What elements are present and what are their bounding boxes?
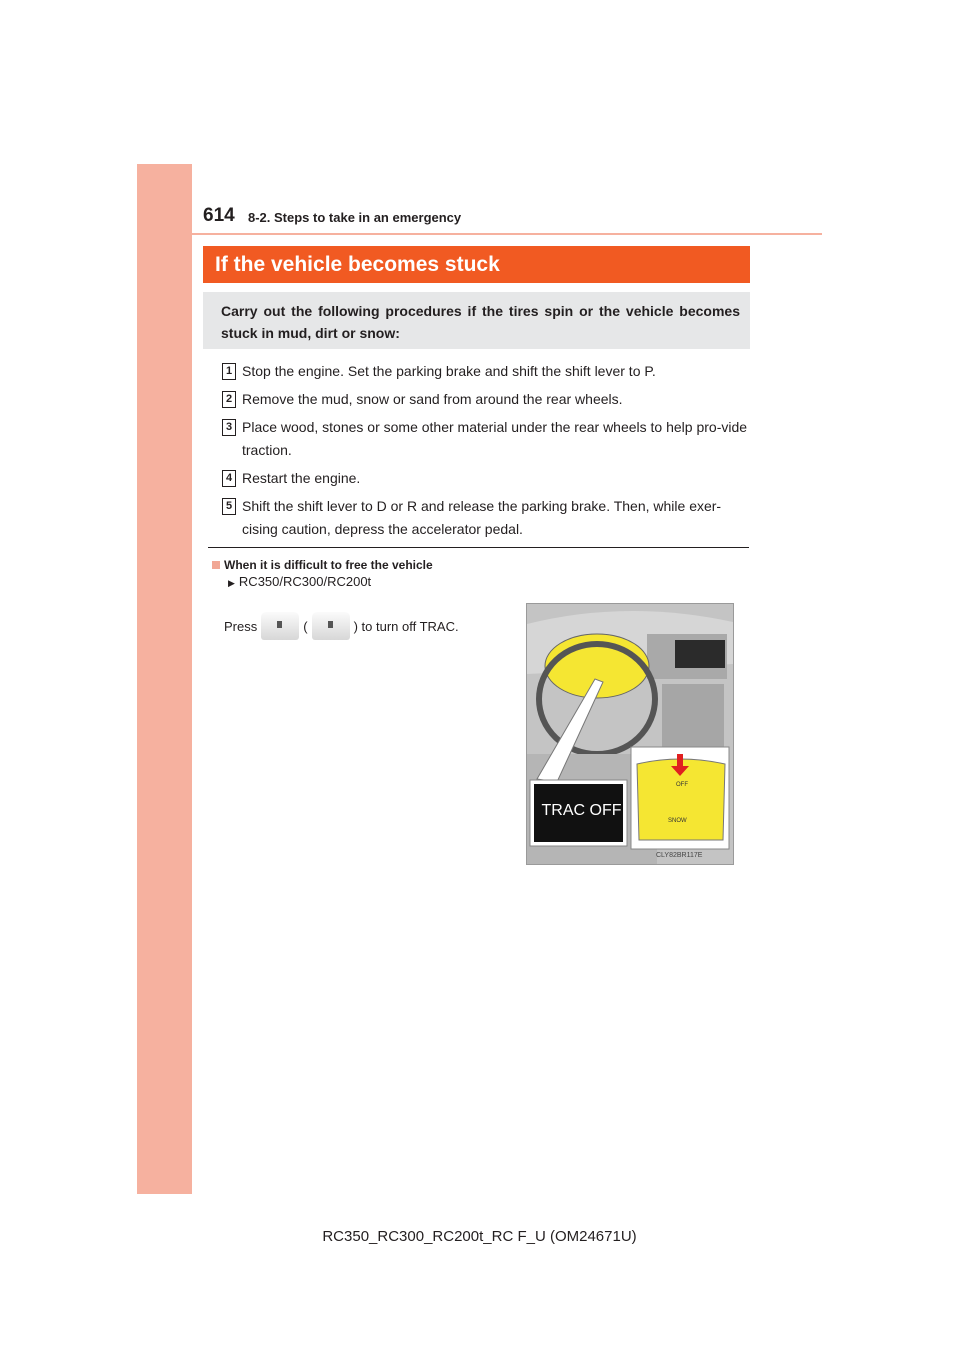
step-item	[222, 360, 748, 383]
step-item	[222, 495, 748, 541]
dashboard-drawing	[527, 604, 733, 864]
note-heading	[212, 558, 433, 572]
step-text: Place wood, stones or some other material under the rear wheels to help pro-vide traction.	[242, 419, 748, 458]
step-item	[222, 467, 748, 490]
press-instruction	[224, 612, 459, 640]
square-bullet-icon	[212, 561, 220, 569]
step-text: Shift the shift lever to D or R and release the parking brake. Then, while exer-cising caution, depress the accelerator pedal.	[242, 498, 722, 537]
figure-code: CLY82BR117E	[656, 852, 703, 859]
step-text: Restart the engine.	[242, 470, 361, 486]
dashboard-illustration	[526, 603, 734, 865]
press-suffix: ) to turn off TRAC.	[353, 618, 459, 634]
step-number: 3	[222, 419, 236, 436]
trac-off-indicator: TRAC OFF	[541, 802, 622, 819]
step-number: 2	[222, 391, 236, 408]
snow-button-label: SNOW	[668, 818, 687, 824]
topic-banner: If the vehicle becomes stuck	[203, 246, 750, 283]
step-text: Stop the engine. Set the parking brake and shift the shift lever to P.	[242, 363, 656, 379]
press-prefix: Press	[224, 618, 258, 634]
step-text: Remove the mud, snow or sand from around the rear wheels.	[242, 391, 623, 407]
model-label: RC350/RC300/RC200t	[238, 574, 372, 589]
header-rule	[192, 233, 822, 235]
step-number: 5	[222, 498, 236, 515]
step-item	[222, 388, 748, 411]
trac-button-icon	[261, 612, 299, 640]
section-divider	[208, 547, 749, 548]
page-footer: RC350_RC300_RC200t_RC F_U (OM24671U)	[322, 1228, 637, 1245]
intro-box: Carry out the following procedures if the tires spin or the vehicle becomes stuck in mud, dirt or snow:	[203, 292, 750, 349]
off-button-label: OFF	[676, 782, 688, 788]
trac-snow-button-icon	[312, 612, 350, 640]
chapter-sidebar	[137, 164, 192, 1194]
note-heading-text: When it is difficult to free the vehicle	[224, 558, 433, 572]
step-number: 1	[222, 363, 236, 380]
model-line	[228, 574, 371, 589]
section-title: 8-2. Steps to take in an emergency	[248, 210, 462, 225]
steps-list	[222, 360, 748, 546]
step-number: 4	[222, 470, 236, 487]
triangle-right-icon: ▶	[228, 578, 235, 588]
press-paren: (	[303, 618, 308, 634]
step-item	[222, 416, 748, 462]
page-number: 614	[203, 205, 235, 226]
